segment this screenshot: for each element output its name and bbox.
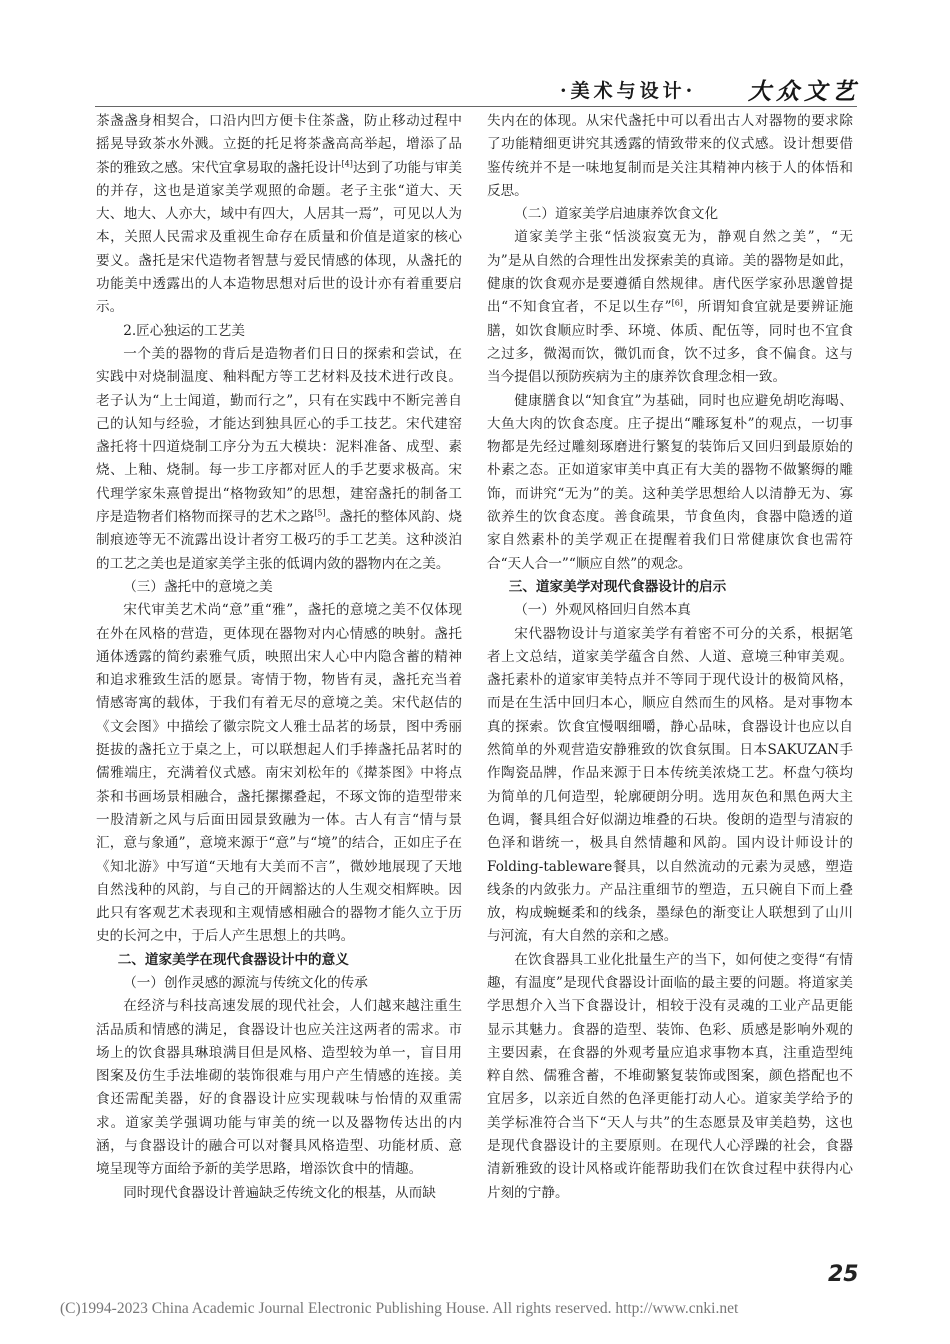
paragraph-text: 茶盏盏身相契合，口沿内凹方便卡住茶盏，防止移动过程中摇晃导致茶水外溅。立挺的托足将茶盏高高举起，增添了品茶的雅致之感。宋代宜拿易取的盏托设计 xyxy=(96,113,462,176)
right-column xyxy=(487,110,853,1205)
page-number: 25 xyxy=(828,1262,859,1287)
body-paragraph: 在经济与科技高速发展的现代社会，人们越来越注重生活品质和情感的满足，食器设计也应关注这两者的需求。市场上的饮食器具琳琅满目但是风格、造型较为单一，盲目用图案及仿生手法堆砌的装饰很难与用户产生情感的连接。美食还需配美器，好的食器设计应实现载味与怡情的双重需求。道家美学强调功能与审美的统一以及器物传达出的内涵，与食器设计的融合可以对餐具风格造型、功能材质、意境呈现等方面给予新的美学思路，增添饮食中的情趣。 xyxy=(96,998,462,1178)
paragraph-text: 道家美学主张“恬淡寂寞无为，静观自然之美”，“无为”是从自然的合理性出发探索美的真谛。美的器物是如此，健康的饮食观亦是要遵循自然规律。唐代医学家孙思邈曾提出“不知食宜者，不足以生存” xyxy=(487,229,853,316)
body-paragraph: 健康膳食以“知食宜”为基础，同时也应避免胡吃海喝、大鱼大肉的饮食态度。庄子提出“雕琢复朴”的观点，一切事物都是先经过雕刻琢磨进行繁复的装饰后又回归到最原始的朴素之态。正如道家审美中真正有大美的器物不做繁缛的雕饰，而讲究“无为”的美。这种美学思想给人以清静无为、寡欲养生的饮食态度。善食疏果，节食鱼肉，食器中隐透的道家自然素朴的美学观正在提醒着我们日常健康饮食也需符合“天人合一”“顺应自然”的观念。 xyxy=(487,392,853,572)
running-header xyxy=(560,74,860,104)
header-rule xyxy=(95,106,857,107)
body-paragraph xyxy=(96,110,462,320)
subsection-heading: （一）创作灵感的源流与传统文化的传承 xyxy=(123,974,368,991)
section-tag: ·美术与设计· xyxy=(560,79,697,102)
subsection-heading: （一）外观风格回归自然本真 xyxy=(514,602,691,619)
citation-ref: [6] xyxy=(671,298,683,308)
magazine-title: 大众文艺 xyxy=(748,77,860,105)
paragraph-text: 一个美的器物的背后是造物者们日日的探索和尝试，在实践中对烧制温度、釉料配方等工艺材料及技术进行改良。老子认为“上士闻道，勤而行之”，只有在实践中不断完善自己的认知与经验，才能达到独具匠心的手工技艺。宋代建窑盏托将十四道烧制工序分为五大模块：泥料准备、成型、素烧、上釉、烧制。每一步工序都对匠人的手艺要求极高。宋代理学家朱熹曾提出“格物致知”的思想，建窑盏托的制备工序是造物者们格物而探寻的艺术之路 xyxy=(96,345,462,526)
body-paragraph: 失内在的体现。从宋代盏托中可以看出古人对器物的要求除了功能精细更讲究其透露的情致带来的仪式感。设计想要借鉴传统并不是一味地复制而是关注其精神内核于人的体悟和反思。 xyxy=(487,113,853,199)
body-paragraph xyxy=(487,226,853,389)
paragraph-text: 。盏托的整体风韵、烧制痕迹等无不流露出设计者穷工极巧的手工艺美。这种淡泊的工艺之美也是道家美学主张的低调内敛的器物内在之美。 xyxy=(96,509,462,572)
section-heading: 二、道家美学在现代食器设计中的意义 xyxy=(117,951,349,968)
body-paragraph: 宋代器物设计与道家美学有着密不可分的关系，根据笔者上文总结，道家美学蕴含自然、人道、意境三种审美观。盏托素朴的道家审美特点并不等同于现代设计的极简风格，而是在生活中回归本心，顺应自然而生的风格。是对事物本真的探索。饮食宜慢咽细嚼，静心品味，食器设计也应以自然简单的外观营造安静雅致的饮食氛围。日本SAKUZAN手作陶瓷品牌，作品来源于日本传统美浓烧工艺。杯盘勺筷均为简单的几何造型，轮廓硬朗分明。选用灰色和黑色两大主色调，餐具组合好似湖边堆叠的石块。俊朗的造型与清寂的色泽和谐统一，极具自然情趣和风韵。国内设计师设计的Folding-tableware餐具，以自然流动的元素为灵感，塑造线条的内敛张力。产品注重细节的塑造，五只碗自下而上叠放，构成蜿蜒柔和的线条，墨绿色的渐变让人联想到了山川与河流，有大自然的亲和之感。 xyxy=(487,625,853,945)
body-paragraph: 宋代审美艺术尚“意”重“雅”，盏托的意境之美不仅体现在外在风格的营造，更体现在器物对内心情感的映射。盏托通体透露的简约素雅气质，映照出宋人心中内隐含蓄的精神和追求雅致生活的愿景。寄情于物，物皆有灵，盏托充当着情感寄寓的载体，于我们有着无尽的意境之美。宋代赵佶的《文会图》中描绘了徽宗院文人雅士品茗的场景，图中秀丽挺拔的盏托立于桌之上，可以联想起人们手捧盏托品茗时的儒雅端庄，充满着仪式感。南宋刘松年的《撵茶图》中将点茶和书画场景相融合，盏托摞摞叠起，不琢文饰的造型带来一股清新之风与后面田园景致融为一体。古人有言“情与景汇，意与象通”，意境来源于“意”与“境”的结合，正如庄子在《知北游》中写道“天地有大美而不言”，微妙地展现了天地自然浅种的风韵，与自己的开阔豁达的人生观交相辉映。因此只有客观艺术表现和主观情感相融合的器物才能久立于历史的长河之中，于后人产生思想上的共鸣。 xyxy=(96,602,462,945)
subsection-heading: 2.匠心独运的工艺美 xyxy=(123,322,245,339)
copyright-footer: (C)1994-2023 China Academic Journal Electronic Publishing House. All rights reserved. http://www.cnki.net xyxy=(60,1300,739,1317)
body-paragraph: 同时现代食器设计普遍缺乏传统文化的根基，从而缺 xyxy=(123,1184,436,1201)
section-heading: 三、道家美学对现代食器设计的启示 xyxy=(508,578,727,595)
body-paragraph xyxy=(96,343,462,576)
paragraph-text: ，所谓知食宜就是要辨证施膳，如饮食顺应时季、环境、体质、配伍等，同时也不宜食之过多，微渴而饮，微饥而食，饮不过多，食不偏食。这与当今提倡以预防疾病为主的康养饮食理念相一致。 xyxy=(487,299,854,386)
citation-ref: [5] xyxy=(314,508,326,518)
body-paragraph: 在饮食器具工业化批量生产的当下，如何使之变得“有情趣，有温度”是现代食器设计面临的最主要的问题。将道家美学思想介入当下食器设计，相较于没有灵魂的工业产品更能显示其魅力。食器的造型、装饰、色彩、质感是影响外观的主要因素，在食器的外观考量应追求事物本真，注重造型纯粹自然、儒雅含蓄，不堆砌繁复装饰或图案，颜色搭配也不宜居多，以亲近自然的色泽更能打动人心。道家美学给予的美学标准符合当下“天人与共”的生态愿景及审美趋势，这也是现代食器设计的主要原则。在现代人心浮躁的社会，食器清新雅致的设计风格或许能帮助我们在饮食过程中获得内心片刻的宁静。 xyxy=(487,951,853,1201)
citation-ref: [4] xyxy=(341,159,353,169)
subsection-heading: （二）道家美学启迪康养饮食文化 xyxy=(514,206,719,223)
left-column xyxy=(96,110,462,1205)
paragraph-text: 达到了功能与审美的并存，这也是道家美学观照的命题。老子主张“道大、天大、地大、人亦大，域中有四大，人居其一焉”，可见以人为本，关照人民需求及重视生命存在质量和价值是道家的核心要义。盏托是宋代造物者智慧与爱民情感的体现，从盏托的功能美中透露出的人本造物思想对后世的设计亦有着重要启示。 xyxy=(96,159,462,316)
subsection-heading: （三）盏托中的意境之美 xyxy=(123,578,273,595)
